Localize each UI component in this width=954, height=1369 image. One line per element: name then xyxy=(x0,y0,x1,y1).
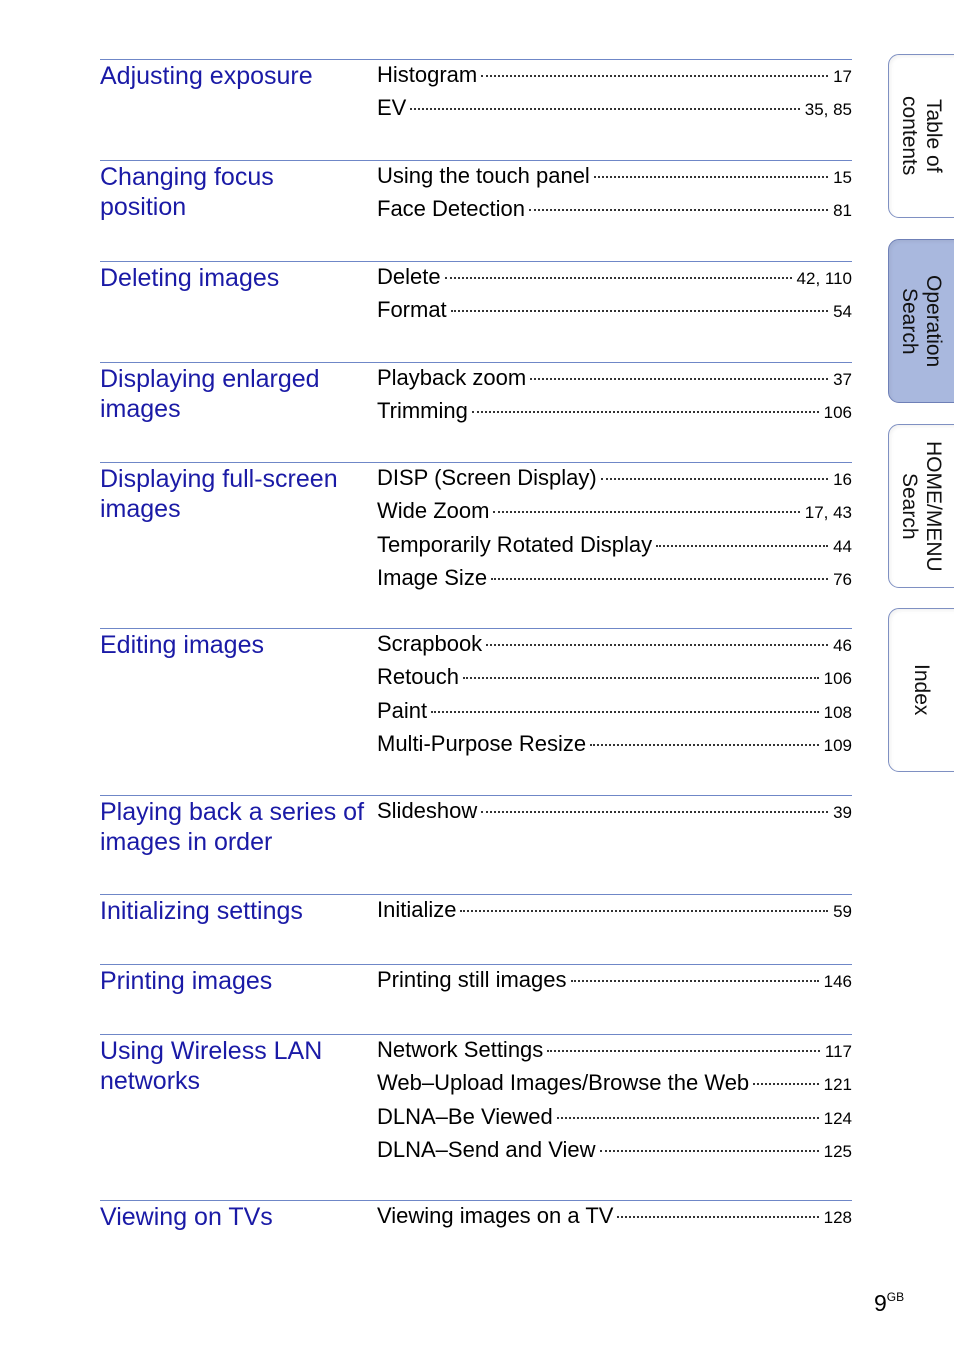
index-entry[interactable] xyxy=(377,698,852,731)
index-entry[interactable] xyxy=(377,297,852,330)
entry-list xyxy=(377,1203,852,1236)
entry-label: Face Detection xyxy=(377,196,525,222)
index-section xyxy=(100,1200,852,1231)
entry-page-ref[interactable]: 106 xyxy=(823,403,852,423)
index-entry[interactable] xyxy=(377,631,852,664)
index-entry[interactable] xyxy=(377,1203,852,1236)
index-entry[interactable] xyxy=(377,398,852,431)
dot-leader xyxy=(481,75,828,77)
entry-page-ref[interactable]: 128 xyxy=(823,1208,852,1227)
entry-label: Delete xyxy=(377,264,441,289)
index-section xyxy=(100,964,852,995)
side-tab-label: HOME/MENU Search xyxy=(898,440,945,572)
index-entry[interactable] xyxy=(377,465,852,498)
section-title[interactable]: Printing images xyxy=(100,967,273,995)
dot-leader xyxy=(445,277,792,279)
entry-label: Playback zoom xyxy=(377,365,527,390)
entry-page-ref[interactable]: 108 xyxy=(823,702,852,722)
entry-label: Scrapbook xyxy=(377,631,483,656)
entry-list xyxy=(377,465,852,598)
side-tab-label: Operation Search xyxy=(898,274,945,368)
entry-label: Histogram xyxy=(377,62,478,87)
entry-page-ref[interactable]: 124 xyxy=(823,1108,852,1128)
index-section xyxy=(100,628,852,756)
page-number-suffix: GB xyxy=(886,1290,905,1304)
index-entry[interactable] xyxy=(377,1137,852,1170)
dot-leader xyxy=(460,910,828,912)
entry-label: Network Settings xyxy=(377,1037,544,1062)
side-tab-label-wrap xyxy=(889,425,953,587)
dot-leader xyxy=(557,1117,819,1119)
entry-label: Multi-Purpose Resize xyxy=(377,730,587,756)
dot-leader xyxy=(463,677,819,679)
side-tab[interactable] xyxy=(888,608,954,772)
entry-page-ref[interactable]: 15 xyxy=(833,168,852,187)
entry-label: EV xyxy=(377,95,407,121)
section-title[interactable]: Editing images xyxy=(100,631,264,659)
dot-leader xyxy=(410,108,799,110)
entry-page-ref[interactable]: 54 xyxy=(833,302,852,322)
entry-page-ref[interactable]: 17, 43 xyxy=(804,503,852,523)
entry-label: Format xyxy=(377,297,447,323)
side-tab-label-wrap xyxy=(889,55,953,217)
entry-label: DISP (Screen Display) xyxy=(377,465,597,490)
section-title[interactable]: Using Wireless LAN networks xyxy=(100,1037,323,1095)
dot-leader xyxy=(617,1216,818,1218)
section-title[interactable]: Adjusting exposure xyxy=(100,62,313,90)
entry-page-ref[interactable]: 42, 110 xyxy=(796,269,852,288)
dot-leader xyxy=(600,1150,819,1152)
index-section xyxy=(100,160,852,222)
entry-page-ref[interactable]: 76 xyxy=(833,569,852,589)
entry-page-ref[interactable]: 39 xyxy=(833,803,852,822)
side-tab[interactable] xyxy=(888,239,954,403)
index-entry[interactable] xyxy=(377,798,852,831)
entry-list xyxy=(377,1037,852,1170)
section-title[interactable]: Deleting images xyxy=(100,264,280,292)
side-tab-label-wrap xyxy=(889,609,953,771)
entry-page-ref[interactable]: 125 xyxy=(823,1141,852,1161)
index-section xyxy=(100,261,852,323)
section-title[interactable]: Initializing settings xyxy=(100,897,303,925)
index-entry[interactable] xyxy=(377,365,852,398)
dot-leader xyxy=(493,511,799,513)
entry-label: Paint xyxy=(377,697,428,723)
dot-leader xyxy=(571,980,819,982)
section-title[interactable]: Playing back a series of images in order xyxy=(100,798,365,856)
index-entry[interactable] xyxy=(377,1037,852,1070)
index-entry[interactable] xyxy=(377,196,852,229)
entry-label: Web–Upload Images/Browse the Web xyxy=(377,1070,750,1096)
index-section xyxy=(100,1034,852,1162)
entry-label: Using the touch panel xyxy=(377,163,590,188)
entry-page-ref[interactable]: 46 xyxy=(833,636,852,655)
entry-list xyxy=(377,798,852,831)
entry-page-ref[interactable]: 44 xyxy=(833,536,852,556)
section-title[interactable]: Displaying full-screen images xyxy=(100,465,338,523)
dot-leader xyxy=(481,811,828,813)
entry-list xyxy=(377,264,852,331)
index-section xyxy=(100,59,852,121)
entry-page-ref[interactable]: 16 xyxy=(833,470,852,489)
entry-label: Trimming xyxy=(377,398,468,424)
entry-list xyxy=(377,365,852,432)
entry-page-ref[interactable]: 121 xyxy=(823,1075,852,1095)
entry-label: Initialize xyxy=(377,897,457,922)
dot-leader xyxy=(431,711,818,713)
entry-page-ref[interactable]: 81 xyxy=(833,201,852,221)
dot-leader xyxy=(753,1083,818,1085)
entry-label: Viewing images on a TV xyxy=(377,1203,614,1228)
page-number xyxy=(874,1290,904,1317)
page-number-value: 9 xyxy=(874,1290,887,1316)
index-entry[interactable] xyxy=(377,1104,852,1137)
dot-leader xyxy=(451,310,828,312)
entry-label: DLNA–Be Viewed xyxy=(377,1103,553,1129)
dot-leader xyxy=(486,644,828,646)
dot-leader xyxy=(530,378,828,380)
entry-page-ref[interactable]: 146 xyxy=(823,972,852,991)
index-entry[interactable] xyxy=(377,967,852,1000)
entry-list xyxy=(377,967,852,1000)
index-section xyxy=(100,462,852,590)
side-tab[interactable] xyxy=(888,424,954,588)
section-title[interactable]: Viewing on TVs xyxy=(100,1203,273,1231)
index-entry[interactable] xyxy=(377,62,852,95)
entry-page-ref[interactable]: 109 xyxy=(823,735,852,755)
dot-leader xyxy=(590,744,819,746)
entry-label: Wide Zoom xyxy=(377,498,490,524)
entry-page-ref[interactable]: 35, 85 xyxy=(804,100,852,120)
index-entry[interactable] xyxy=(377,163,852,196)
index-entry[interactable] xyxy=(377,565,852,598)
entry-label: Printing still images xyxy=(377,967,567,992)
entry-list xyxy=(377,897,852,930)
index-section xyxy=(100,795,852,856)
side-tab-label-wrap xyxy=(889,240,953,402)
index-entry[interactable] xyxy=(377,264,852,297)
entry-page-ref[interactable]: 106 xyxy=(823,669,852,689)
section-title[interactable]: Changing focus position xyxy=(100,163,274,221)
dot-leader xyxy=(491,578,828,580)
index-entry[interactable] xyxy=(377,731,852,764)
index-section xyxy=(100,362,852,424)
dot-leader xyxy=(656,545,828,547)
entry-label: Image Size xyxy=(377,564,488,590)
index-entry[interactable] xyxy=(377,1070,852,1103)
index-entry[interactable] xyxy=(377,664,852,697)
dot-leader xyxy=(529,209,828,211)
entry-label: Temporarily Rotated Display xyxy=(377,531,653,557)
entry-label: Retouch xyxy=(377,664,459,690)
entry-label: DLNA–Send and View xyxy=(377,1136,596,1162)
dot-leader xyxy=(601,478,828,480)
section-title[interactable]: Displaying enlarged images xyxy=(100,365,320,423)
index-entry[interactable] xyxy=(377,897,852,930)
entry-page-ref[interactable]: 117 xyxy=(824,1042,852,1061)
index-section xyxy=(100,894,852,925)
index-entry[interactable] xyxy=(377,498,852,531)
entry-list xyxy=(377,62,852,129)
index-entry[interactable] xyxy=(377,532,852,565)
dot-leader xyxy=(547,1050,820,1052)
entry-page-ref[interactable]: 17 xyxy=(833,67,852,86)
side-tab[interactable] xyxy=(888,54,954,218)
entry-label: Slideshow xyxy=(377,798,478,823)
side-tab-label: Table of contents xyxy=(898,96,945,176)
dot-leader xyxy=(472,411,819,413)
entry-list xyxy=(377,163,852,230)
entry-page-ref[interactable]: 59 xyxy=(833,902,852,921)
side-tab-label: Index xyxy=(910,664,933,716)
entry-page-ref[interactable]: 37 xyxy=(833,370,852,389)
entry-list xyxy=(377,631,852,764)
index-entry[interactable] xyxy=(377,95,852,128)
dot-leader xyxy=(594,176,828,178)
